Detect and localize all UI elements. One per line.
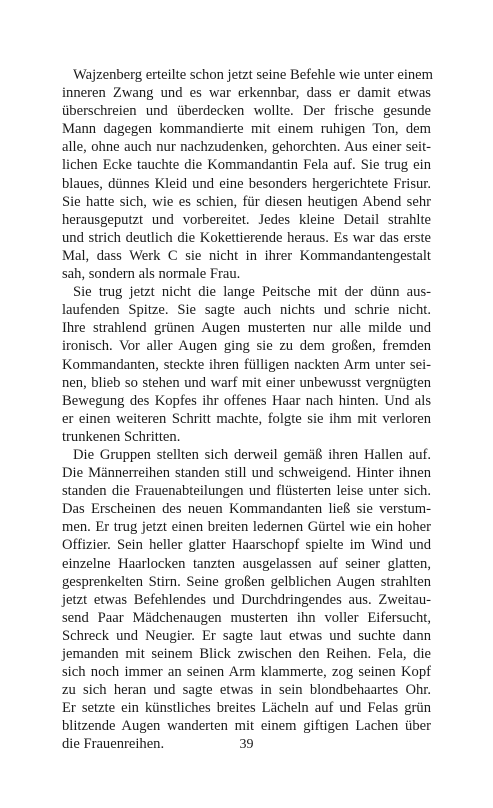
text-line: zu sich heran und sagte etwas in sein blondbehaartes Ohr. [62, 682, 431, 699]
text-line: herausgeputzt und vorbereitet. Jedes kleine Detail strahlte [62, 211, 431, 228]
text-line: die Frauenreihen. [62, 736, 165, 753]
text-line: Sie trug jetzt nicht die lange Peitsche mit der dünn aus- [73, 284, 431, 301]
text-line: gesprenkelten Stirn. Seine großen gelblichen Augen strahlten [62, 573, 431, 590]
paragraph-3 [62, 446, 431, 754]
text-line: Wajzenberg erteilte schon jetzt seine Befehle wie unter einem [73, 67, 433, 83]
text-line: Bewegung des Kopfes ihr offenes Haar nach hinten. Und als [62, 392, 431, 409]
text-line: ironisch. Vor aller Augen ging sie zu dem großen, fremden [62, 338, 431, 355]
paragraph-2 [62, 283, 431, 446]
text-line: men. Er trug jetzt einen breiten ledernen Gürtel wie ein hoher [62, 519, 431, 536]
text-line: inneren Zwang und es war erkennbar, dass er damit etwas [62, 85, 431, 102]
text-line: er einen weiteren Schritt machte, folgte sie ihm mit verloren [62, 410, 431, 427]
text-line: standen die Frauenabteilungen und flüsterten leise unter sich. [62, 483, 431, 500]
text-line: nen, blieb so stehen und warf mit einer unbewusst vergnügten [62, 374, 431, 391]
page-number: 39 [239, 737, 254, 752]
text-line: jetzt etwas Befehlendes und Durchdringendes aus. Zweitau- [62, 591, 431, 608]
text-line: sah, sondern als normale Frau. [62, 266, 241, 283]
paragraph-1 [62, 66, 431, 283]
text-line: laufenden Spitze. Sie sagte auch nichts und schrie nicht. [62, 302, 431, 319]
text-line: überschreien und überdecken wollte. Der frische gesunde [62, 103, 431, 120]
text-line: jemanden mit seinem Blick zwischen den Reihen. Fela, die [62, 646, 431, 662]
text-line: Offizier. Sein heller glatter Haarschopf spielte im Wind und [62, 537, 431, 554]
text-line: Mann dagegen kommandierte mit einem ruhigen Ton, dem [62, 121, 431, 138]
text-line: Die Gruppen stellten sich derweil gemäß ihren Hallen auf. [73, 446, 431, 463]
text-line: alle, ohne auch nur nachzudenken, gehorchten. Aus einer seit- [62, 139, 431, 156]
text-line: einzelne Haarlocken tanzten ausgelassen auf seiner glatten, [62, 555, 431, 572]
text-line: Mal, dass Werk C sie nicht in ihrer Kommandantengestalt [62, 247, 431, 264]
text-line: lichen Ecke tauchte die Kommandantin Fela auf. Sie trug ein [62, 157, 431, 174]
text-line: Ihre strahlend grünen Augen musterten nur alle milde und [62, 320, 431, 337]
text-line: trunkenen Schritten. [62, 428, 181, 445]
text-line: Er setzte ein künstliches breites Lächeln auf und Felas grün [62, 700, 431, 717]
text-line: Das Erscheinen des neuen Kommandanten ließ sie verstum- [62, 501, 431, 518]
text-line: Kommandanten, steckte ihren fülligen nackten Arm unter sei- [62, 356, 431, 373]
body-text [62, 66, 431, 754]
text-line: sich noch immer an seinen Arm klammerte, zog seinen Kopf [62, 664, 431, 681]
text-line: Sie hatte sich, wie es schien, für diesen heutigen Abend sehr [62, 193, 431, 210]
text-line: Schreck und Neugier. Er sagte laut etwas und suchte dann [62, 627, 431, 644]
text-line: blaues, dünnes Kleid und eine besonders hergerichtete Frisur. [62, 175, 431, 192]
text-line: und strich deutlich die Kokettierende heraus. Es war das erste [62, 229, 431, 246]
text-line: send Paar Mädchenaugen musterten ihn voller Eifersucht, [62, 609, 431, 626]
text-line: Die Männerreihen standen still und schweigend. Hinter ihnen [62, 465, 431, 482]
text-line: blitzende Augen wanderten mit einem giftigen Lachen über [62, 718, 431, 735]
